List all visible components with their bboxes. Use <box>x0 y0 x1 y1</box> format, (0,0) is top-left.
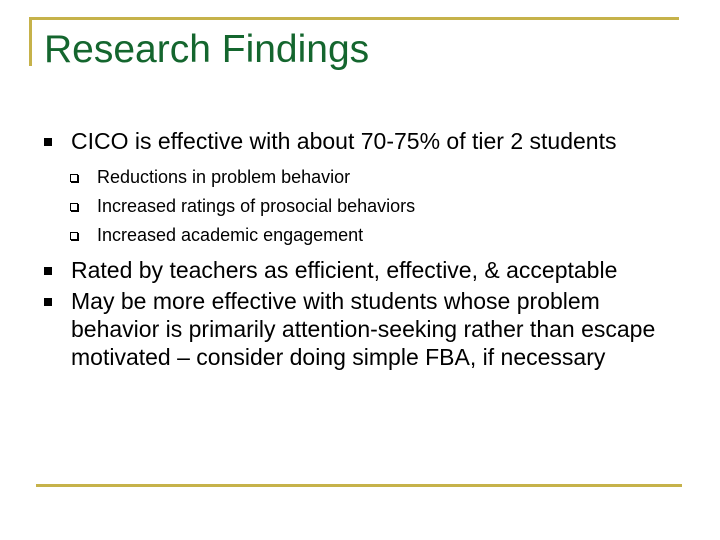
sub-bullet-prosocial-ratings <box>0 192 720 221</box>
top-accent-rule <box>29 17 679 20</box>
sub-bullet-problem-behavior <box>0 163 720 192</box>
hollow-square-bullet-icon <box>70 203 78 211</box>
hollow-square-bullet-icon <box>70 232 78 240</box>
left-accent-rule <box>29 17 32 66</box>
square-bullet-icon <box>44 298 52 306</box>
sub-bullet-text: Increased academic engagement <box>97 225 364 245</box>
sub-bullet-text: Reductions in problem behavior <box>97 167 351 187</box>
bullet-cico-effectiveness <box>0 127 671 155</box>
bullet-teacher-ratings <box>0 256 671 284</box>
sub-bullet-list <box>0 163 720 250</box>
bottom-accent-rule <box>36 484 682 487</box>
bullet-text: Rated by teachers as efficient, effective, & acceptable <box>71 257 618 283</box>
bullet-text: May be more effective with students whose problem behavior is primarily attention-seeking rather than escape motivated – consider doing simple FBA, if necessary <box>71 288 656 370</box>
sub-bullet-academic-engagement <box>0 221 720 250</box>
square-bullet-icon <box>44 138 52 146</box>
slide-body <box>0 127 720 371</box>
bullet-text: CICO is effective with about 70-75% of tier 2 students <box>71 128 617 154</box>
bullet-attention-seeking <box>0 287 671 371</box>
slide-title: Research Findings <box>44 28 370 71</box>
square-bullet-icon <box>44 267 52 275</box>
sub-bullet-text: Increased ratings of prosocial behaviors <box>97 196 416 216</box>
hollow-square-bullet-icon <box>70 174 78 182</box>
